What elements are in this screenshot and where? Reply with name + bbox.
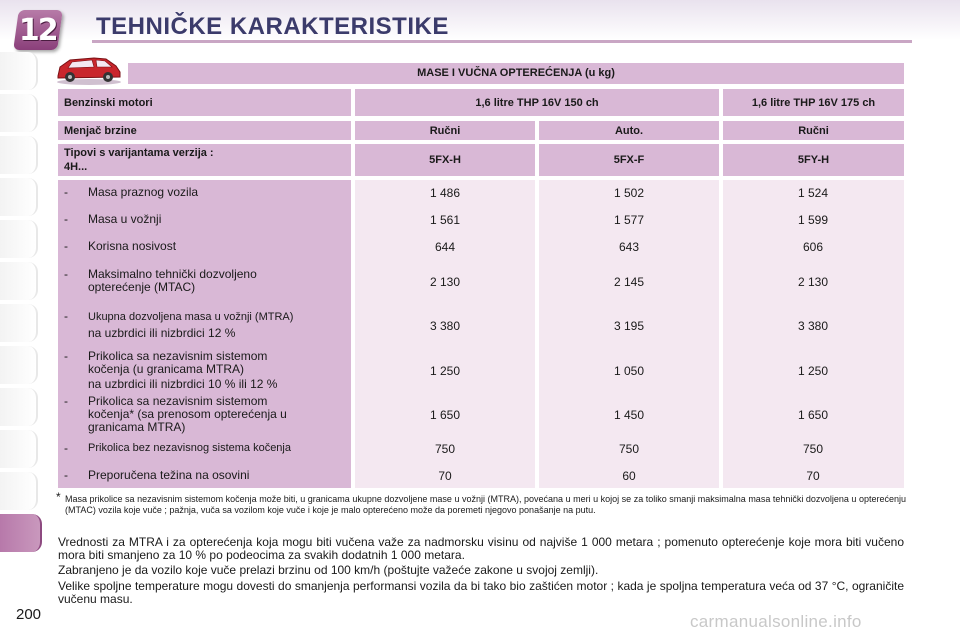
engine-175-header: 1,6 litre THP 16V 175 ch — [723, 89, 904, 116]
gearbox-col-3: Ručni — [723, 121, 904, 140]
row-value: 2 145 — [613, 275, 645, 289]
table-header-gearbox — [58, 121, 904, 140]
row-label-line-1: Maksimalno tehnički dozvoljeno — [88, 267, 257, 281]
chapter-tab[interactable] — [0, 430, 38, 468]
paragraph-speed: Zabranjeno je da vozilo koje vuče prelazi brzinu od 100 km/h (poštujte važeće zakone u svojoj zemlji). — [58, 563, 599, 577]
row-label: Korisna nosivost — [88, 239, 177, 253]
row-value: 1 450 — [613, 408, 645, 422]
row-value: 1 650 — [429, 408, 461, 422]
row-label: Prikolica bez nezavisnog sistema kočenja — [88, 442, 291, 454]
row-dash: - — [64, 441, 68, 455]
row-label — [88, 395, 350, 434]
chapter-tab[interactable] — [0, 388, 38, 426]
title-divider — [92, 40, 912, 43]
row-value: 750 — [618, 442, 640, 456]
row-value: 644 — [434, 240, 456, 254]
gearbox-label: Menjač brzine — [58, 121, 351, 140]
row-label-line-3: granicama MTRA) — [88, 420, 186, 434]
row-dash: - — [64, 212, 68, 226]
row-value: 1 650 — [797, 408, 829, 422]
row-dash: - — [64, 239, 68, 253]
row-dash: - — [64, 349, 68, 363]
row-value: 60 — [622, 469, 636, 483]
footnote-marker: * — [56, 490, 61, 504]
page-number: 200 — [16, 606, 42, 623]
row-label: Masa praznog vozila — [88, 185, 199, 199]
table-body — [58, 180, 904, 488]
types-label-line-1: Tipovi s varijantama verzija : — [64, 147, 214, 159]
types-label-line-2: 4H... — [64, 161, 88, 173]
row-value: 70 — [438, 469, 452, 483]
chapter-tab[interactable] — [0, 94, 38, 132]
chapter-tabs — [0, 52, 44, 556]
chapter-tab[interactable] — [0, 262, 38, 300]
row-value: 643 — [618, 240, 640, 254]
footnote-text: Masa prikolice sa nezavisnim sistemom kočenja može biti, u granicama ukupne dozvoljene mase u vožnji (MTRA), povećana u meri u kojoj se za toliko smanji maksimalna masa tehnički dozvoljena u opterećenju (MTAC) vozila koje vuče ; pažnja, vuča sa vozilom koje vuče i koje je malo opterećeno može da poremeti njegovo ponašanje na putu. — [65, 494, 906, 515]
gearbox-col-1: Ručni — [355, 121, 535, 140]
chapter-badge — [13, 10, 63, 50]
table-header-types — [58, 144, 904, 176]
types-label — [58, 144, 351, 176]
chapter-tab[interactable] — [0, 346, 38, 384]
row-label: Preporučena težina na osovini — [88, 468, 250, 482]
row-label — [88, 268, 350, 294]
car-icon — [54, 52, 124, 86]
chapter-tab[interactable] — [0, 52, 38, 90]
row-value: 1 486 — [429, 186, 461, 200]
row-value: 750 — [802, 442, 824, 456]
chapter-tab-active[interactable] — [0, 514, 42, 552]
row-label-line-1: Prikolica sa nezavisnim sistemom — [88, 394, 268, 408]
chapter-tab[interactable] — [0, 472, 38, 510]
row-value: 1 524 — [797, 186, 829, 200]
section-title: MASE I VUČNA OPTEREĆENJA (u kg) — [128, 63, 904, 84]
engine-150-header: 1,6 litre THP 16V 150 ch — [355, 89, 719, 116]
row-label-line-2: kočenja (u granicama MTRA) — [88, 362, 245, 376]
row-dash: - — [64, 468, 68, 482]
page-title: TEHNIČKE KARAKTERISTIKE — [96, 13, 449, 40]
table-header-engines — [58, 89, 904, 116]
row-label — [88, 310, 350, 342]
row-dash: - — [64, 309, 68, 323]
chapter-number: 12 — [19, 12, 57, 48]
row-value: 2 130 — [797, 275, 829, 289]
row-label-line-1: Prikolica sa nezavisnim sistemom — [88, 349, 268, 363]
row-value: 1 502 — [613, 186, 645, 200]
row-label-line-2: kočenja* (sa prenosom opterećenja u — [88, 407, 287, 421]
engines-label: Benzinski motori — [58, 89, 351, 116]
type-col-1: 5FX-H — [355, 144, 535, 176]
watermark: carmanualsonline.info — [690, 612, 862, 631]
chapter-tab[interactable] — [0, 136, 38, 174]
row-value: 3 380 — [429, 319, 461, 333]
chapter-tab[interactable] — [0, 220, 38, 258]
row-value: 1 050 — [613, 364, 645, 378]
gearbox-col-2: Auto. — [539, 121, 719, 140]
paragraph-temperature: Velike spoljne temperature mogu dovesti do smanjenja performansi vozila da bi tako bio zaštićen motor ; kada je spoljna temperatura veća od 37 °C, ograničite vučenu masu. — [58, 579, 904, 606]
row-value: 70 — [806, 469, 820, 483]
row-value: 1 250 — [429, 364, 461, 378]
chapter-tab[interactable] — [0, 178, 38, 216]
row-value: 606 — [802, 240, 824, 254]
row-value: 750 — [434, 442, 456, 456]
row-dash: - — [64, 394, 68, 408]
row-label-line-1: Ukupna dozvoljena masa u vožnji (MTRA) — [88, 311, 294, 323]
row-dash: - — [64, 267, 68, 281]
type-col-2: 5FX-F — [539, 144, 719, 176]
row-label — [88, 350, 350, 391]
row-value: 3 380 — [797, 319, 829, 333]
row-dash: - — [64, 185, 68, 199]
row-value: 1 577 — [613, 213, 645, 227]
row-label-line-2: opterećenje (MTAC) — [88, 280, 196, 294]
row-label-line-2: na uzbrdici ili nizbrdici 12 % — [88, 326, 236, 340]
row-value: 1 250 — [797, 364, 829, 378]
row-value: 1 599 — [797, 213, 829, 227]
row-value: 1 561 — [429, 213, 461, 227]
paragraph-altitude: Vrednosti za MTRA i za opterećenja koja mogu biti vučena važe za nadmorsku visinu od najviše 1 000 metara ; pomenuto opterećenje koje mora biti vučeno mora biti smanjeno za 10 % po podeocima za svakih dodatnih 1 000 metara. — [58, 535, 904, 562]
chapter-tab[interactable] — [0, 304, 38, 342]
row-label: Masa u vožnji — [88, 212, 162, 226]
row-value: 3 195 — [613, 319, 645, 333]
row-label-line-3: na uzbrdici ili nizbrdici 10 % ili 12 % — [88, 377, 278, 391]
type-col-3: 5FY-H — [723, 144, 904, 176]
row-value: 2 130 — [429, 275, 461, 289]
